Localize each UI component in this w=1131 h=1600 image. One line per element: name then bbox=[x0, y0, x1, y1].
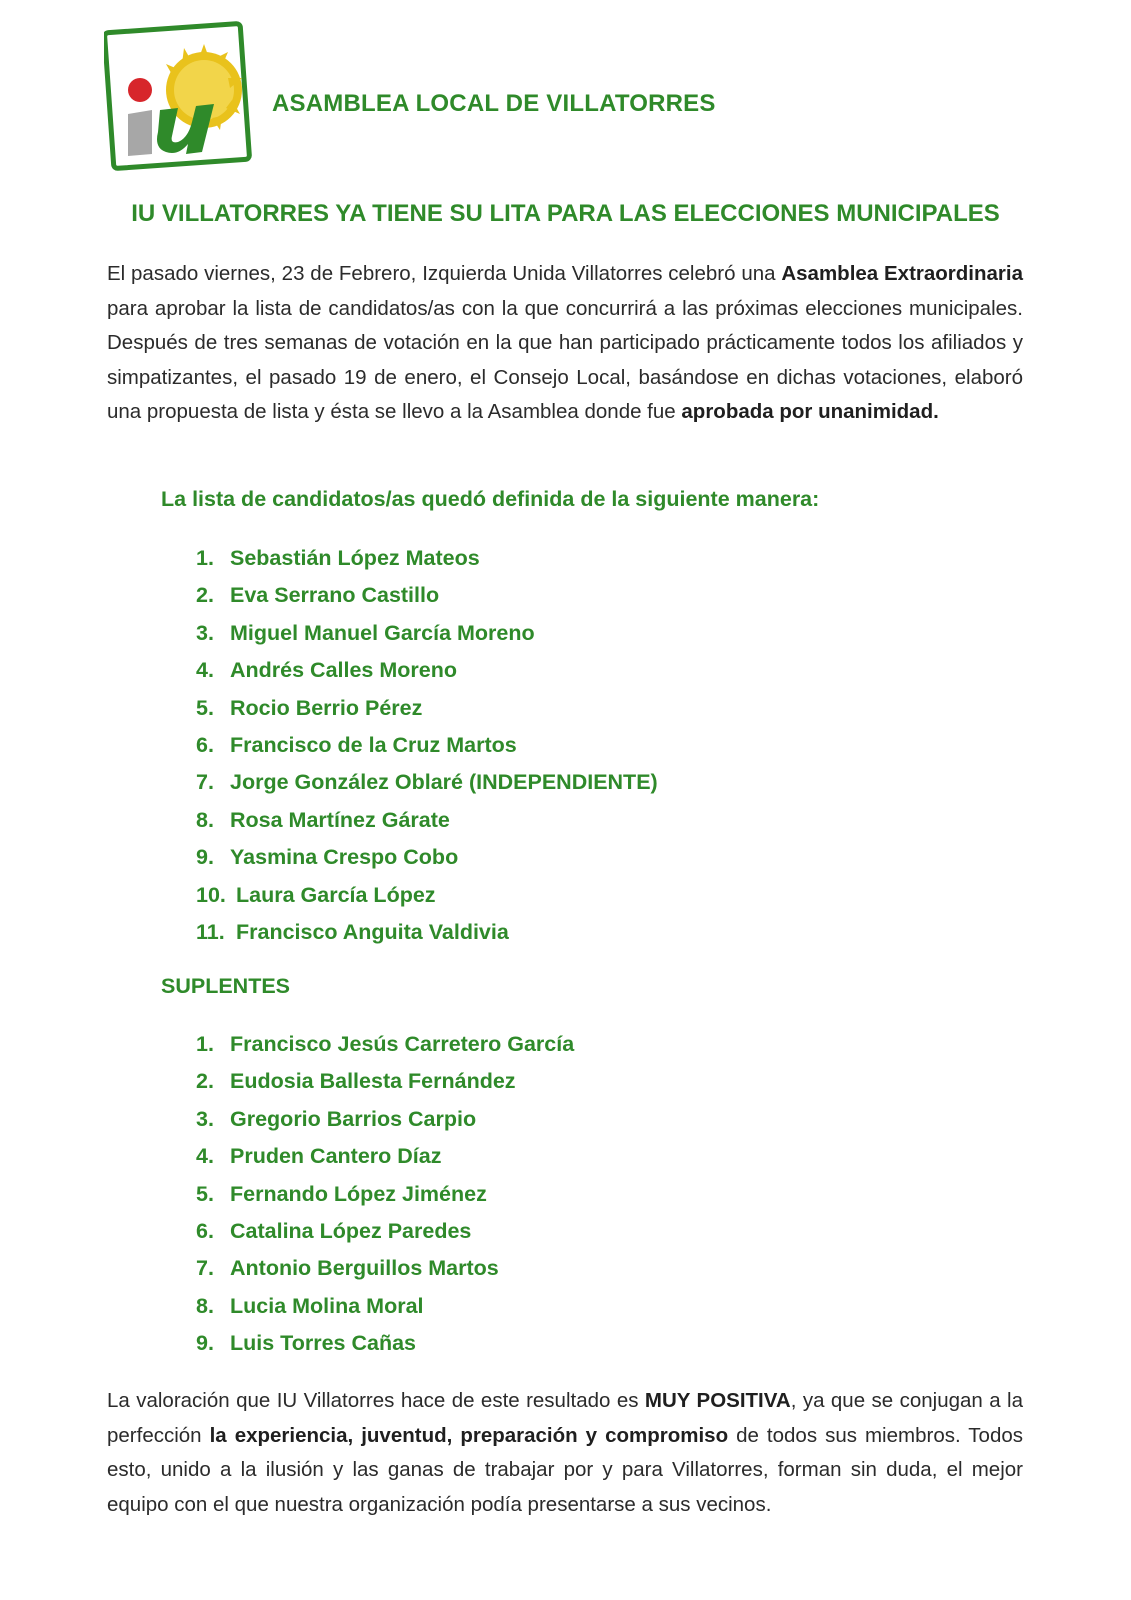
list-item bbox=[196, 1250, 574, 1287]
substitutes-list bbox=[196, 1026, 574, 1363]
item-name: Antonio Berguillos Martos bbox=[230, 1256, 499, 1281]
item-name: Francisco Anguita Valdivia bbox=[236, 919, 509, 944]
list-item bbox=[196, 1288, 574, 1325]
list-item bbox=[196, 802, 658, 839]
list-item bbox=[196, 1063, 574, 1100]
item-name: Francisco Jesús Carretero García bbox=[230, 1032, 575, 1056]
list-item bbox=[196, 1138, 574, 1175]
list-item bbox=[196, 914, 658, 951]
item-number: 4. bbox=[196, 1144, 214, 1169]
list-item bbox=[196, 727, 658, 764]
item-number: 10. bbox=[196, 882, 226, 907]
bold-span: la experiencia, juventud, preparación y compromiso bbox=[209, 1423, 729, 1447]
item-name: Lucia Molina Moral bbox=[230, 1293, 424, 1318]
iu-logo bbox=[104, 18, 256, 172]
item-name: Yasmina Crespo Cobo bbox=[230, 845, 459, 870]
item-number: 6. bbox=[196, 1218, 214, 1243]
item-name: Gregorio Barrios Carpio bbox=[230, 1106, 477, 1131]
list-item bbox=[196, 1176, 574, 1213]
text-span: La valoración que IU Villatorres hace de este resultado es bbox=[107, 1389, 645, 1412]
text-span: El pasado viernes, 23 de Febrero, Izquierda Unida Villatorres celebró una bbox=[107, 262, 782, 285]
list-item bbox=[196, 1213, 574, 1250]
text-span: , ya que se conjugan a la perfección bbox=[107, 1389, 1023, 1447]
list-item bbox=[196, 615, 658, 652]
list-item bbox=[196, 1026, 574, 1063]
bold-span: MUY POSITIVA bbox=[644, 1389, 791, 1412]
item-number: 1. bbox=[196, 1032, 214, 1056]
item-number: 4. bbox=[196, 658, 214, 683]
item-name: Fernando López Jiménez bbox=[230, 1181, 487, 1206]
page-title: IU VILLATORRES YA TIENE SU LITA PARA LAS ELECCIONES MUNICIPALES bbox=[131, 200, 1000, 227]
item-name: Sebastián López Mateos bbox=[230, 546, 480, 570]
list-item bbox=[196, 877, 658, 914]
organization-title: ASAMBLEA LOCAL DE VILLATORRES bbox=[272, 90, 716, 117]
item-name: Rocio Berrio Pérez bbox=[230, 695, 423, 720]
item-number: 5. bbox=[196, 695, 214, 720]
list-item bbox=[196, 1101, 574, 1138]
item-number: 3. bbox=[196, 620, 214, 645]
candidates-heading: La lista de candidatos/as quedó definida de la siguiente manera: bbox=[161, 487, 820, 511]
list-item bbox=[196, 764, 658, 801]
text-span: para aprobar la lista de candidatos/as con la que concurrirá a las próximas elecciones municipales. Después de tres semanas de votación en la que han participado prácticamente todos los afiliados y simpatizantes, el pasado 19 de enero, el Consejo Local, basándose en dichas votaciones, elaboró una propuesta de lista y ésta se llevo a la Asamblea donde fue bbox=[107, 296, 1023, 423]
item-number: 6. bbox=[196, 732, 214, 757]
item-number: 2. bbox=[196, 1069, 214, 1094]
item-name: Jorge González Oblaré (INDEPENDIENTE) bbox=[230, 770, 658, 795]
list-item bbox=[196, 690, 658, 727]
text-span: de todos sus miembros. Todos esto, unido a la ilusión y las ganas de trabajar por y para Villatorres, forman sin duda, el mejor equipo con el que nuestra organización podía presentarse a sus vecinos. bbox=[107, 1423, 1023, 1516]
item-name: Catalina López Paredes bbox=[230, 1218, 472, 1243]
item-number: 2. bbox=[196, 583, 214, 608]
item-name: Rosa Martínez Gárate bbox=[230, 807, 450, 832]
item-number: 7. bbox=[196, 770, 214, 795]
list-item bbox=[196, 540, 658, 577]
list-item bbox=[196, 577, 658, 614]
item-number: 3. bbox=[196, 1106, 214, 1131]
item-number: 7. bbox=[196, 1256, 214, 1281]
item-name: Francisco de la Cruz Martos bbox=[230, 732, 517, 757]
list-item bbox=[196, 839, 658, 876]
list-item bbox=[196, 652, 658, 689]
item-number: 9. bbox=[196, 845, 214, 870]
item-name: Pruden Cantero Díaz bbox=[230, 1144, 442, 1169]
item-name: Andrés Calles Moreno bbox=[230, 658, 457, 683]
item-number: 8. bbox=[196, 1293, 214, 1318]
intro-paragraph bbox=[107, 257, 1023, 430]
bold-span: Asamblea Extraordinaria bbox=[781, 262, 1024, 285]
list-item bbox=[196, 1325, 574, 1362]
item-name: Miguel Manuel García Moreno bbox=[230, 620, 535, 645]
item-number: 1. bbox=[196, 546, 214, 570]
item-name: Eudosia Ballesta Fernández bbox=[230, 1069, 516, 1094]
candidates-list bbox=[196, 540, 658, 951]
closing-paragraph bbox=[107, 1384, 1023, 1522]
item-name: Eva Serrano Castillo bbox=[230, 583, 440, 608]
item-number: 11. bbox=[196, 919, 225, 944]
bold-span: aprobada por unanimidad. bbox=[681, 400, 939, 423]
item-name: Luis Torres Cañas bbox=[230, 1331, 416, 1356]
item-number: 5. bbox=[196, 1181, 214, 1206]
substitutes-heading: SUPLENTES bbox=[161, 974, 291, 998]
item-name: Laura García López bbox=[236, 882, 436, 907]
item-number: 9. bbox=[196, 1331, 214, 1356]
item-number: 8. bbox=[196, 807, 214, 832]
